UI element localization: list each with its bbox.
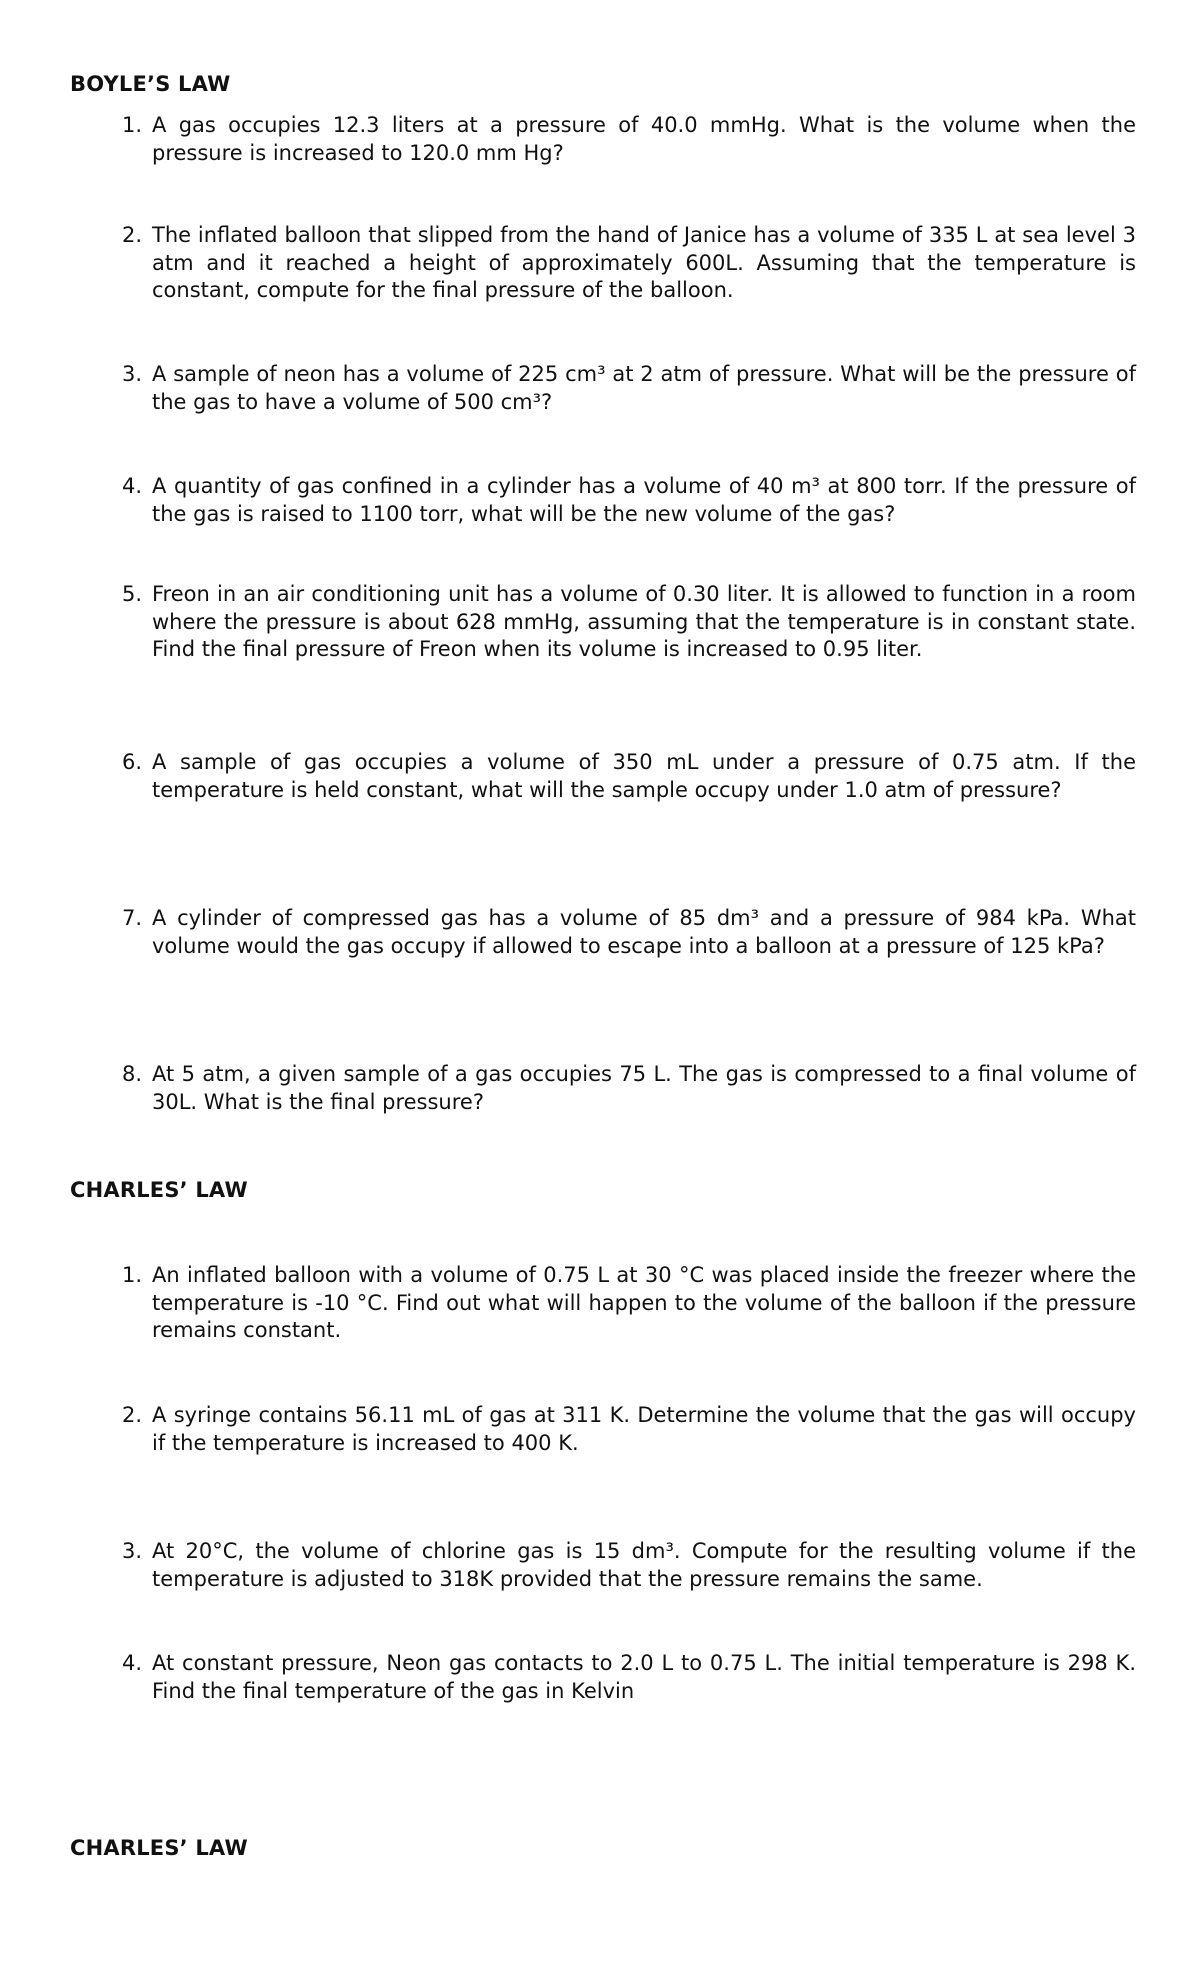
section-heading-charles-law: CHARLES’ LAW	[70, 1178, 248, 1202]
question-item	[104, 1061, 1136, 1116]
question-text: A gas occupies 12.3 liters at a pressure of 40.0 mmHg. What is the volume when the pressure is increased to 120.0 mm Hg?	[152, 113, 1136, 165]
question-text: Freon in an air conditioning unit has a volume of 0.30 liter. It is allowed to function in a room where the pressure is about 628 mmHg, assuming that the temperature is in constant state. Find the final pressure of Freon when its volume is increased to 0.95 liter.	[152, 582, 1136, 661]
question-number: 3.	[121, 362, 142, 386]
question-text: At constant pressure, Neon gas contacts to 2.0 L to 0.75 L. The initial temperature is 298 K. Find the final temperature of the gas in Kelvin	[152, 1651, 1136, 1703]
question-number: 1.	[121, 1263, 142, 1287]
question-item	[104, 1650, 1136, 1705]
question-number: 6.	[121, 750, 142, 774]
question-number: 2.	[121, 223, 142, 247]
question-number: 4.	[121, 1651, 142, 1675]
question-item	[104, 1538, 1136, 1593]
section-heading-boyles-law: BOYLE’S LAW	[70, 72, 231, 96]
question-item	[104, 749, 1136, 804]
question-number: 3.	[121, 1539, 142, 1563]
question-text: A cylinder of compressed gas has a volume of 85 dm³ and a pressure of 984 kPa. What volume would the gas occupy if allowed to escape into a balloon at a pressure of 125 kPa?	[152, 906, 1136, 958]
question-item	[104, 581, 1136, 664]
question-item	[104, 1262, 1136, 1345]
question-item	[104, 1402, 1136, 1457]
question-item	[104, 905, 1136, 960]
question-text: A sample of neon has a volume of 225 cm³ at 2 atm of pressure. What will be the pressure of the gas to have a volume of 500 cm³?	[152, 362, 1136, 414]
question-text: At 5 atm, a given sample of a gas occupies 75 L. The gas is compressed to a final volume of 30L. What is the final pressure?	[152, 1062, 1136, 1114]
question-number: 7.	[121, 906, 142, 930]
question-text: At 20°C, the volume of chlorine gas is 15 dm³. Compute for the resulting volume if the temperature is adjusted to 318K provided that the pressure remains the same.	[152, 1539, 1136, 1591]
question-number: 5.	[121, 582, 142, 606]
question-number: 2.	[121, 1403, 142, 1427]
section-heading-charles-law: CHARLES’ LAW	[70, 1836, 248, 1860]
question-item	[104, 473, 1136, 528]
question-item	[104, 222, 1136, 305]
question-item	[104, 361, 1136, 416]
question-text: A syringe contains 56.11 mL of gas at 311 K. Determine the volume that the gas will occupy if the temperature is increased to 400 K.	[152, 1403, 1136, 1455]
question-text: An inflated balloon with a volume of 0.75 L at 30 °C was placed inside the freezer where the temperature is -10 °C. Find out what will happen to the volume of the balloon if the pressure remains constant.	[152, 1263, 1136, 1342]
question-number: 8.	[121, 1062, 142, 1086]
question-number: 1.	[121, 113, 142, 137]
question-text: The inflated balloon that slipped from the hand of Janice has a volume of 335 L at sea level 3 atm and it reached a height of approximately 600L. Assuming that the temperature is constant, compute for the final pressure of the balloon.	[152, 223, 1136, 302]
question-text: A sample of gas occupies a volume of 350 mL under a pressure of 0.75 atm. If the temperature is held constant, what will the sample occupy under 1.0 atm of pressure?	[152, 750, 1136, 802]
question-text: A quantity of gas confined in a cylinder has a volume of 40 m³ at 800 torr. If the pressure of the gas is raised to 1100 torr, what will be the new volume of the gas?	[152, 474, 1136, 526]
question-item	[104, 112, 1136, 167]
question-number: 4.	[121, 474, 142, 498]
